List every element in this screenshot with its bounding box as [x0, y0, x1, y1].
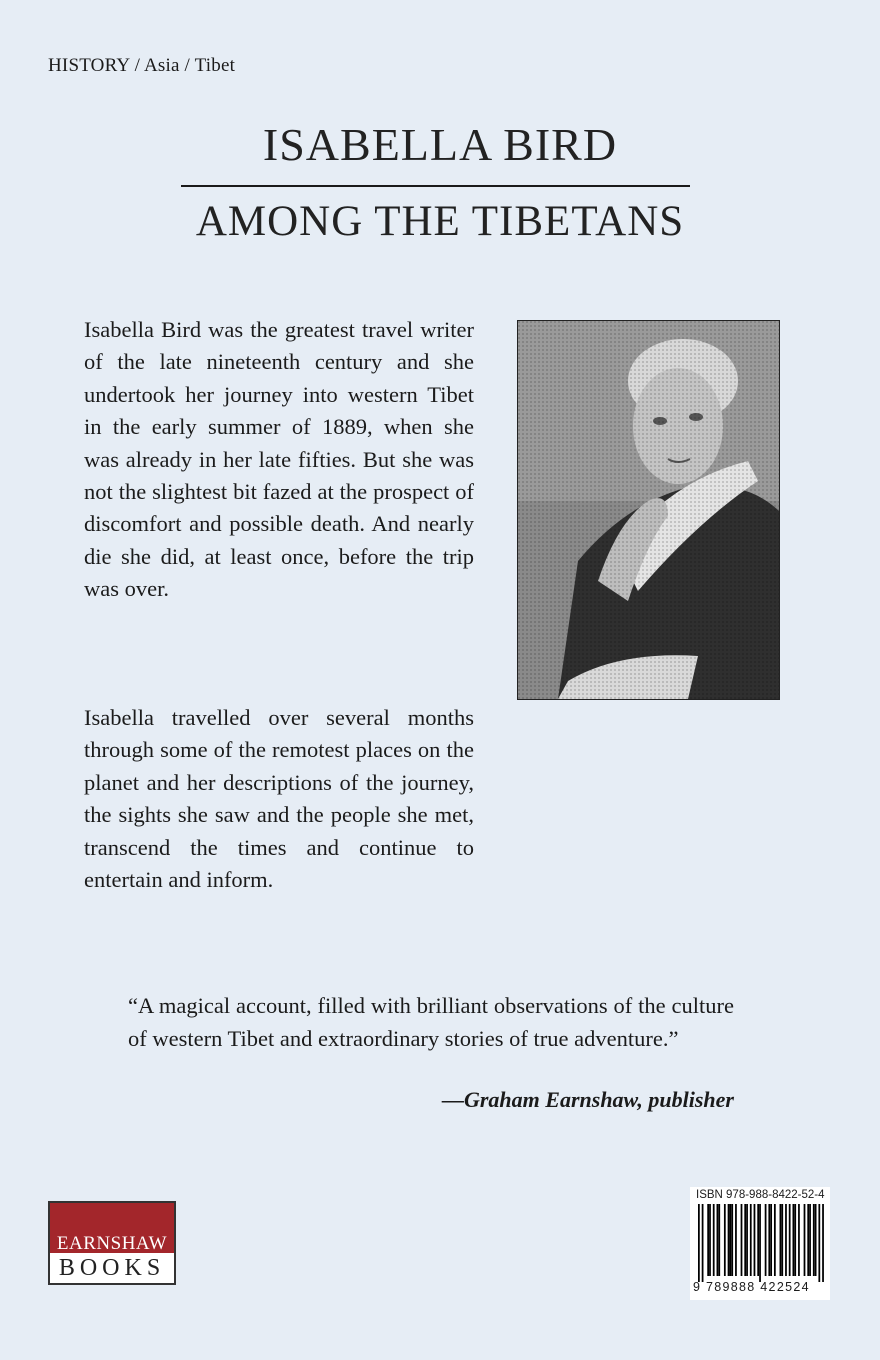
category-label: HISTORY / Asia / Tibet: [48, 55, 236, 76]
barcode-bar: [804, 1204, 806, 1276]
barcode-bar: [781, 1204, 783, 1276]
barcode-bar: [780, 1204, 782, 1276]
barcode-bar: [765, 1204, 767, 1276]
isbn-barcode: [690, 1187, 830, 1300]
barcode-bar: [713, 1204, 715, 1276]
barcode-bar: [768, 1204, 770, 1276]
quote-attribution: —Graham Earnshaw, publisher: [441, 1087, 734, 1112]
title-divider: [181, 185, 690, 187]
barcode-bar: [813, 1204, 815, 1276]
barcode-bar: [702, 1204, 704, 1282]
barcode-bar: [717, 1204, 719, 1276]
barcode-bar: [741, 1204, 743, 1276]
barcode-bar: [707, 1204, 709, 1276]
barcode-bar: [746, 1204, 748, 1276]
blurb-paragraph-2: Isabella travelled over several months through some of the remotest places on the planet and her descriptions of the journey, the sights she saw and the people she met, transcend the times and continue to entertain and inform.: [84, 705, 474, 893]
barcode-bar: [789, 1204, 791, 1276]
barcode-bar: [754, 1204, 756, 1276]
barcode-bar: [698, 1204, 700, 1282]
barcode-bar: [794, 1204, 796, 1276]
barcode-bar: [731, 1204, 733, 1276]
book-title: AMONG THE TIBETANS: [195, 198, 685, 245]
barcode-bar: [807, 1204, 809, 1276]
publisher-logo: [48, 1201, 176, 1285]
author-portrait: [517, 320, 780, 700]
barcode-bar: [815, 1204, 817, 1276]
publisher-name: EARNSHAW: [56, 1233, 168, 1254]
barcode-bar: [730, 1204, 732, 1276]
barcode-bar: [757, 1204, 759, 1276]
barcode-bar: [809, 1204, 811, 1276]
barcode-bar: [718, 1204, 720, 1276]
barcode-bar: [793, 1204, 795, 1276]
barcode-bar: [785, 1204, 787, 1276]
publisher-books-label: BOOKS: [58, 1255, 166, 1281]
blurb-paragraph-1: Isabella Bird was the greatest travel writer of the late nineteenth century and she undertook her journey into western Tibet in the early summer of 1889, when she was already in her late fifties. But she was not the slightest bit fazed at the prospect of discomfort and possible death. And nearly die she did, at least once, before the trip was over.: [84, 317, 474, 602]
barcode-bar: [709, 1204, 711, 1276]
review-quote: “A magical account, filled with brilliant observations of the culture of western Tibet and extraordinary stories of true adventure.”: [128, 993, 734, 1051]
barcode-bar: [735, 1204, 737, 1276]
barcode-bar: [728, 1204, 730, 1276]
author-name: ISABELLA BIRD: [262, 119, 618, 170]
barcode-bar: [750, 1204, 752, 1276]
barcode-bar: [774, 1204, 776, 1276]
barcode-digits: 9 789888 422524: [693, 1280, 810, 1294]
barcode-bar: [744, 1204, 746, 1276]
barcode-bar: [770, 1204, 772, 1276]
barcode-bar: [822, 1204, 824, 1282]
isbn-label: ISBN 978-988-8422-52-4: [696, 1189, 825, 1201]
barcode-bar: [798, 1204, 800, 1276]
barcode-bars: [698, 1204, 824, 1282]
barcode-bar: [818, 1204, 820, 1282]
barcode-bar: [724, 1204, 726, 1276]
barcode-bar: [759, 1204, 761, 1282]
